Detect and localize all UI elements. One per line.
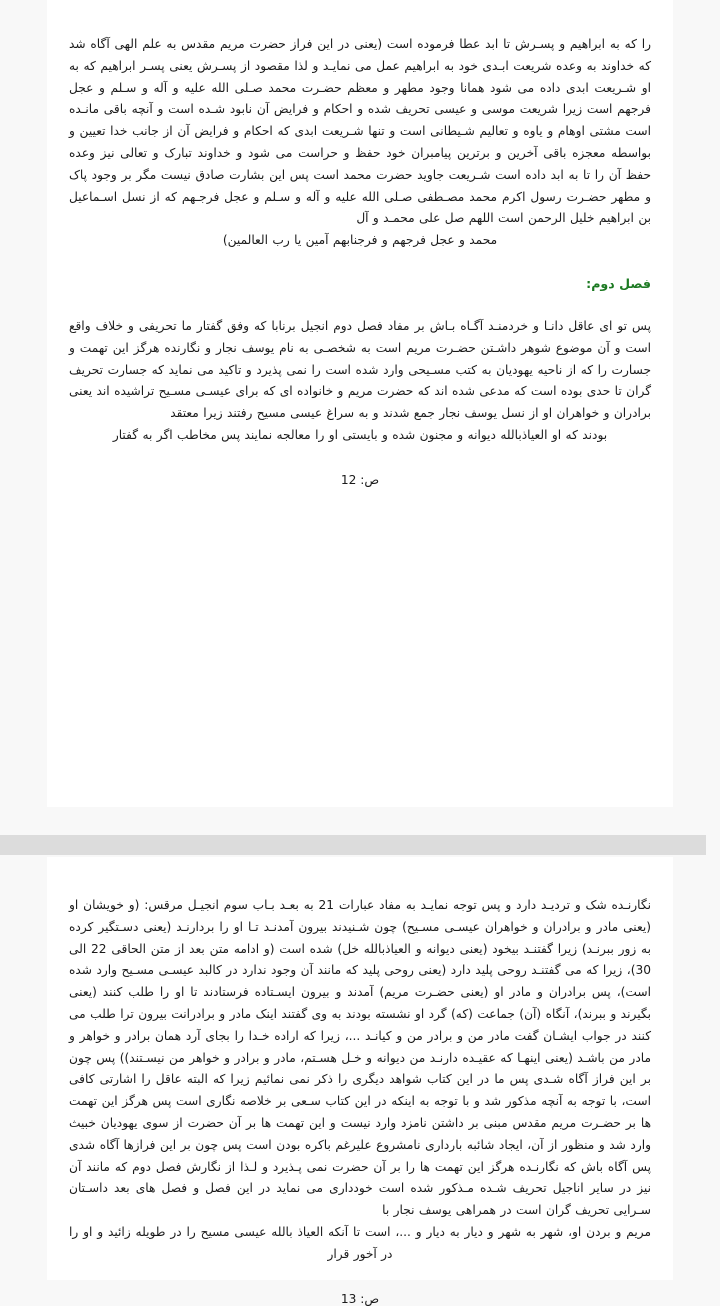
paragraph-closing-line: مریم و بردن او، شهر به شهر و دیار به دیار و ...، است تا آنکه العیاذ بالله عیسی مسیح را در طویله زائید و او را در آخور قرار — [69, 1224, 651, 1261]
section-heading-chapter-two: فصل دوم: — [586, 275, 651, 291]
page-number-marker: ص: 13 — [340, 1291, 380, 1306]
page-gap-top — [0, 807, 720, 835]
paragraph-body: نگارنـده شک و تردیـد دارد و پس توجه نمایـد به مفاد عبارات 21 به بعـد بـاب سوم انجیـل مرقس: (و خویشان او (یعنی مادر و برادران و خواهران عیسـی مسـیح) چون شـنیدند بیرون آمدنـد تـا او را بردارنـد (یعنی دسـتگیر کرده به زور ببرنـد) زیرا گفتنـد بیخود (یعنی دیوانه و العیاذبالله خل) شده است (و ادامه متن بعد از متن الحاقی 22 الی 30)، زیرا که می گفتنـد روحی پلید دارد (یعنی روحی پلید که مانند آن وجود ندارد در کالبد عیسـی مسـیح وارد شده است)، پس برادران و مادر او (یعنی حضـرت مریم) آمدند و بیرون ایسـتاده فرستادند تا او را طلب کنند (یعنی بگیرند و ببرند)، آنگاه (آن) جماعت (که) گرد او نشسته بودند به وی گفتند اینک مادر و برادرانت بیرون ترا طلب می کنند در جواب ایشـان گفت مادر من و برادر من و کیانـد ...، زیرا که اراده خـدا را بجای آرد همان برادر و خواهر و مادر من باشـد (یعنی اینهـا که عقیـده دارنـد من دیوانه و خـل هسـتم، مادر و برادر و خواهر من نیسـتند)) پس چون بر این فراز آگاه شـدی پس ما در این کتاب شواهد دیگری را ذکر نمی نمائیم زیرا که البته عاقل را اشارتی کافی است، با توجه به آنچه مذکور شد و با توجه به اینکه در این کتاب سـعی بر خلاصه نگاری است پس هرگز این تهمت ها بر حضـرت مریم مقدس مبنی بر داشتن نامزد وارد نیست و این تهمت ها بر آن حضرت از سوی یهودیان خبیث وارد شد و منظور از آن، ایجاد شائبه بارداری نامشروع علیرغم باکره بودن است پس چون بر این فرازها آگاه شدی پس آگاه باش که نگارنـده هرگز این تهمت ها را بر آن حضرت نمی پـذیرد و لـذا از نگارش فصل دوم که مانند آن نیز در سایر اناجیل تحریف شـده مـذکور شده است خودداری می نماید در این فصل و فصل های بعد داسـتان سـرایی تحریف گران است در همراهی یوسف نجار با — [69, 898, 651, 1218]
paragraph-body: پس تو ای عاقل دانـا و خردمنـد آگـاه بـاش بر مفاد فصل دوم انجیل برنابا که وفق گفتار ما تحریفی و خلاف واقع است و آن موضوع شوهر داشـتن حضـرت مریم است به شخصـی به نام یوسف نجار و نگارنده هرگز این تهمت و جسارت را که از ناحیه یهودیان به کتب مسـیحی وارد شده است را نمی پذیرد و تاکید می نماید که جسارت تحریف گران تا حدی بوده است که مدعی شده اند که حضرت مریم و خانواده ای که برای عیسـی مسـیح تراشیده اند یعنی برادران و خواهران او از نسل یوسف نجار جمع شدند و به سراغ عیسی مسیح رفتند زیرا معتقد — [69, 318, 651, 421]
document-page — [47, 0, 673, 807]
paragraph-closing-line: بودند که او العیاذبالله دیوانه و مجنون شده و بایستی او را معالجه نمایند پس مخاطب اگر به گفتار — [112, 427, 608, 442]
paragraph-closing-line: محمد و عجل فرجهم و فرجنابهم آمین یا رب العالمین) — [222, 233, 498, 248]
page-separator-bar — [0, 835, 706, 855]
page-content-area — [47, 895, 673, 1306]
paragraph-body: را که به ابراهیم و پسـرش تا ابد عطا فرموده است (یعنی در این فراز حضرت مریم مقدس به علم الهی آگاه شد که خداوند به وعده شریعت ابـدی خود به ابراهیم عمل می نمایـد و لذا مقصود از پسـرش یعنی پسـر ابراهیم که به او شـریعت ابدی داده می شود همانا وجود مطهر و معظم حضـرت محمد صـلی الله علیه و آله و سـلم و عجل فرجهم است زیرا شریعت موسی و عیسی تحریف شده و احکام و فرایض آن نابود شـده است و آنچه باقی مانـده است مشتی اوهام و یاوه و تعالیم شـیطانی است و تنها شـریعت ابدی که احکام و فرایض آن از جانب خدا تعیین و بواسطه معجزه باقی آخرین و برترین پیامبران خود حفظ و حراست می شود و خداوند تبارک و تعالی نیز وعده حفظ آن را تا به ابد داده است شـریعت جاوید حضرت محمد است پس این بشارت صادق نیست مگر بر وجود پاک و مطهر حضـرت رسول اکرم محمد مصـطفی صـلی الله علیه و آله و سـلم و عجل فرجـهم که از نسل اسـماعیل بن ابراهیم خلیل الرحمن است اللهم صل علی محمـد و آل — [69, 37, 651, 226]
paragraph-spacer — [69, 294, 651, 316]
document-page — [47, 857, 673, 1306]
page-number-marker: ص: 12 — [340, 472, 380, 487]
page-content-area — [47, 34, 673, 487]
